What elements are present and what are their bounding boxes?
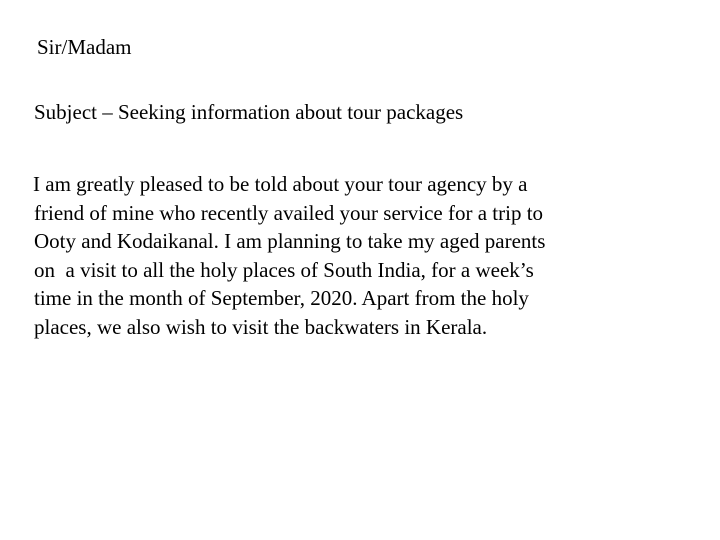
body-line: friend of mine who recently availed your service for a trip to [34,200,544,225]
body-line: I am greatly pleased to be told about your tour agency by a [33,172,528,196]
salutation-text: Sir/Madam [37,35,132,59]
body-line: on a visit to all the holy places of South India, for a week’s [34,257,534,282]
letter-body [33,170,673,341]
body-line: places, we also wish to visit the backwaters in Kerala. [34,314,488,339]
body-line: time in the month of September, 2020. Apart from the holy [34,286,529,310]
subject-line: Subject – Seeking information about tour packages [34,100,464,124]
body-line: Ooty and Kodaikanal. I am planning to take my aged parents [34,229,546,253]
